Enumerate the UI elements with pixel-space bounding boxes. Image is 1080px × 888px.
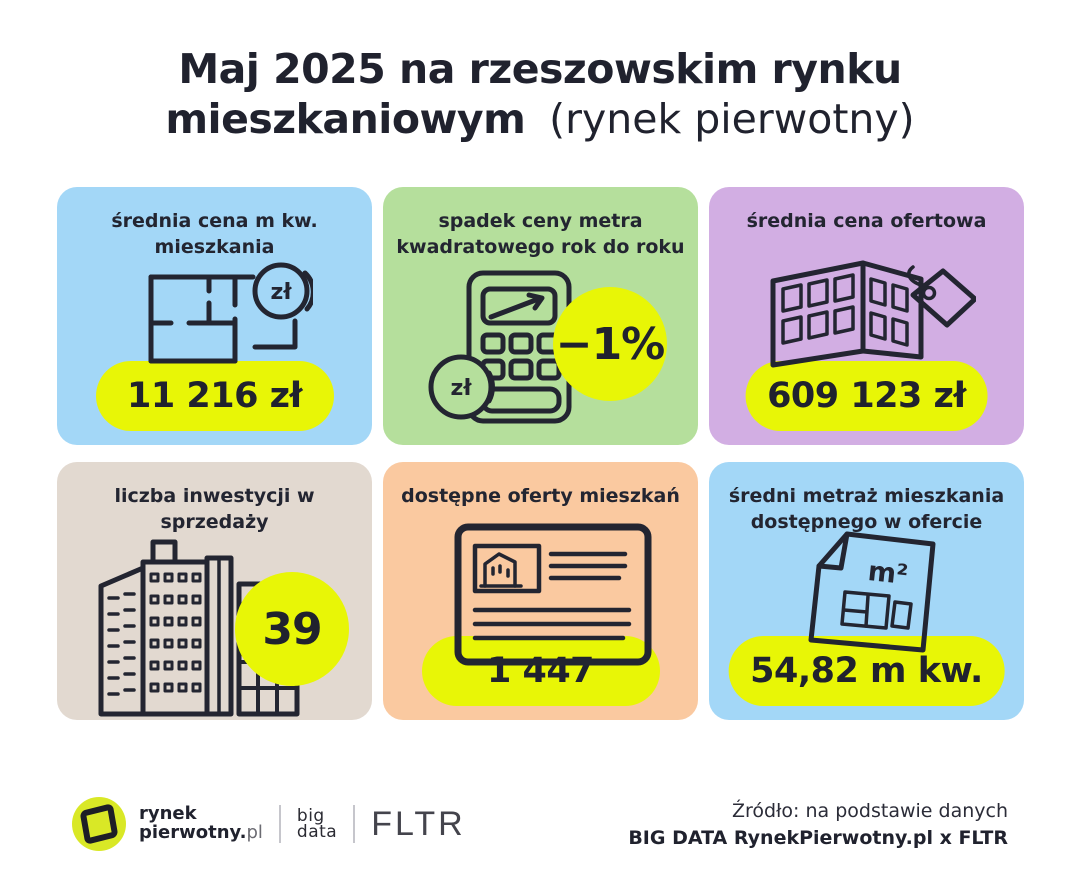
stat-value: 11 216 zł <box>127 376 302 416</box>
fltr-wordmark: FLTR <box>371 804 466 843</box>
stat-value: 39 <box>262 603 322 655</box>
page-title-suffix: (rynek pierwotny) <box>549 95 915 144</box>
separator <box>279 805 281 843</box>
property-listing-icon <box>453 522 653 667</box>
area-sheet-icon <box>787 524 947 659</box>
source-line1: Źródło: na podstawie danych <box>731 800 1008 822</box>
card-yoy-price-change <box>383 187 698 445</box>
card-investments-count <box>57 462 372 720</box>
card-label: dostępne oferty mieszkań <box>401 485 680 507</box>
brand-wordmark <box>139 805 263 843</box>
brand-line1: rynek <box>139 803 197 825</box>
card-label: średnia cena m kw. mieszkania <box>111 210 318 258</box>
logo-ring-shape <box>80 803 119 845</box>
card-label: spadek ceny metra kwadratowego rok do roku <box>396 210 685 258</box>
value-circle <box>553 287 667 401</box>
footer-brand-bar <box>72 794 466 854</box>
value-circle <box>235 572 349 686</box>
card-avg-area <box>709 462 1024 720</box>
page-title-main: Maj 2025 na rzeszowskim rynku mieszkaniowym <box>165 45 902 144</box>
source-line2: BIG DATA RynekPierwotny.pl x FLTR <box>628 826 1008 849</box>
card-label: średnia cena ofertowa <box>746 210 987 232</box>
floor-plan-coin-icon <box>143 261 313 366</box>
rynekpierwotny-logo-icon <box>72 797 126 851</box>
card-label: liczba inwestycji w sprzedaży <box>114 485 315 533</box>
bigdata-wordmark <box>296 805 338 842</box>
value-pill <box>96 361 334 431</box>
card-available-offers <box>383 462 698 720</box>
stat-value: 1 447 <box>486 651 595 691</box>
card-avg-price-sqm <box>57 187 372 445</box>
stat-value: 609 123 zł <box>767 376 966 416</box>
separator <box>353 805 355 843</box>
bigdata-line1: big <box>296 805 325 826</box>
bigdata-line2: data <box>296 822 338 842</box>
coin-zl-label: zł <box>450 376 472 401</box>
stat-value: 54,82 m kw. <box>750 651 983 691</box>
source-note <box>628 798 1008 851</box>
building-price-tag-icon <box>761 253 976 373</box>
stats-grid <box>57 187 1024 720</box>
coin-zl-label: zł <box>270 280 292 305</box>
card-avg-offer-price <box>709 187 1024 445</box>
card-label: średni metraż mieszkania dostępnego w ofercie <box>728 485 1005 533</box>
stat-value: −1% <box>555 318 665 370</box>
page-title <box>70 44 1010 144</box>
brand-line2: pierwotny.pl <box>139 822 263 843</box>
m2-label: m² <box>866 556 910 592</box>
